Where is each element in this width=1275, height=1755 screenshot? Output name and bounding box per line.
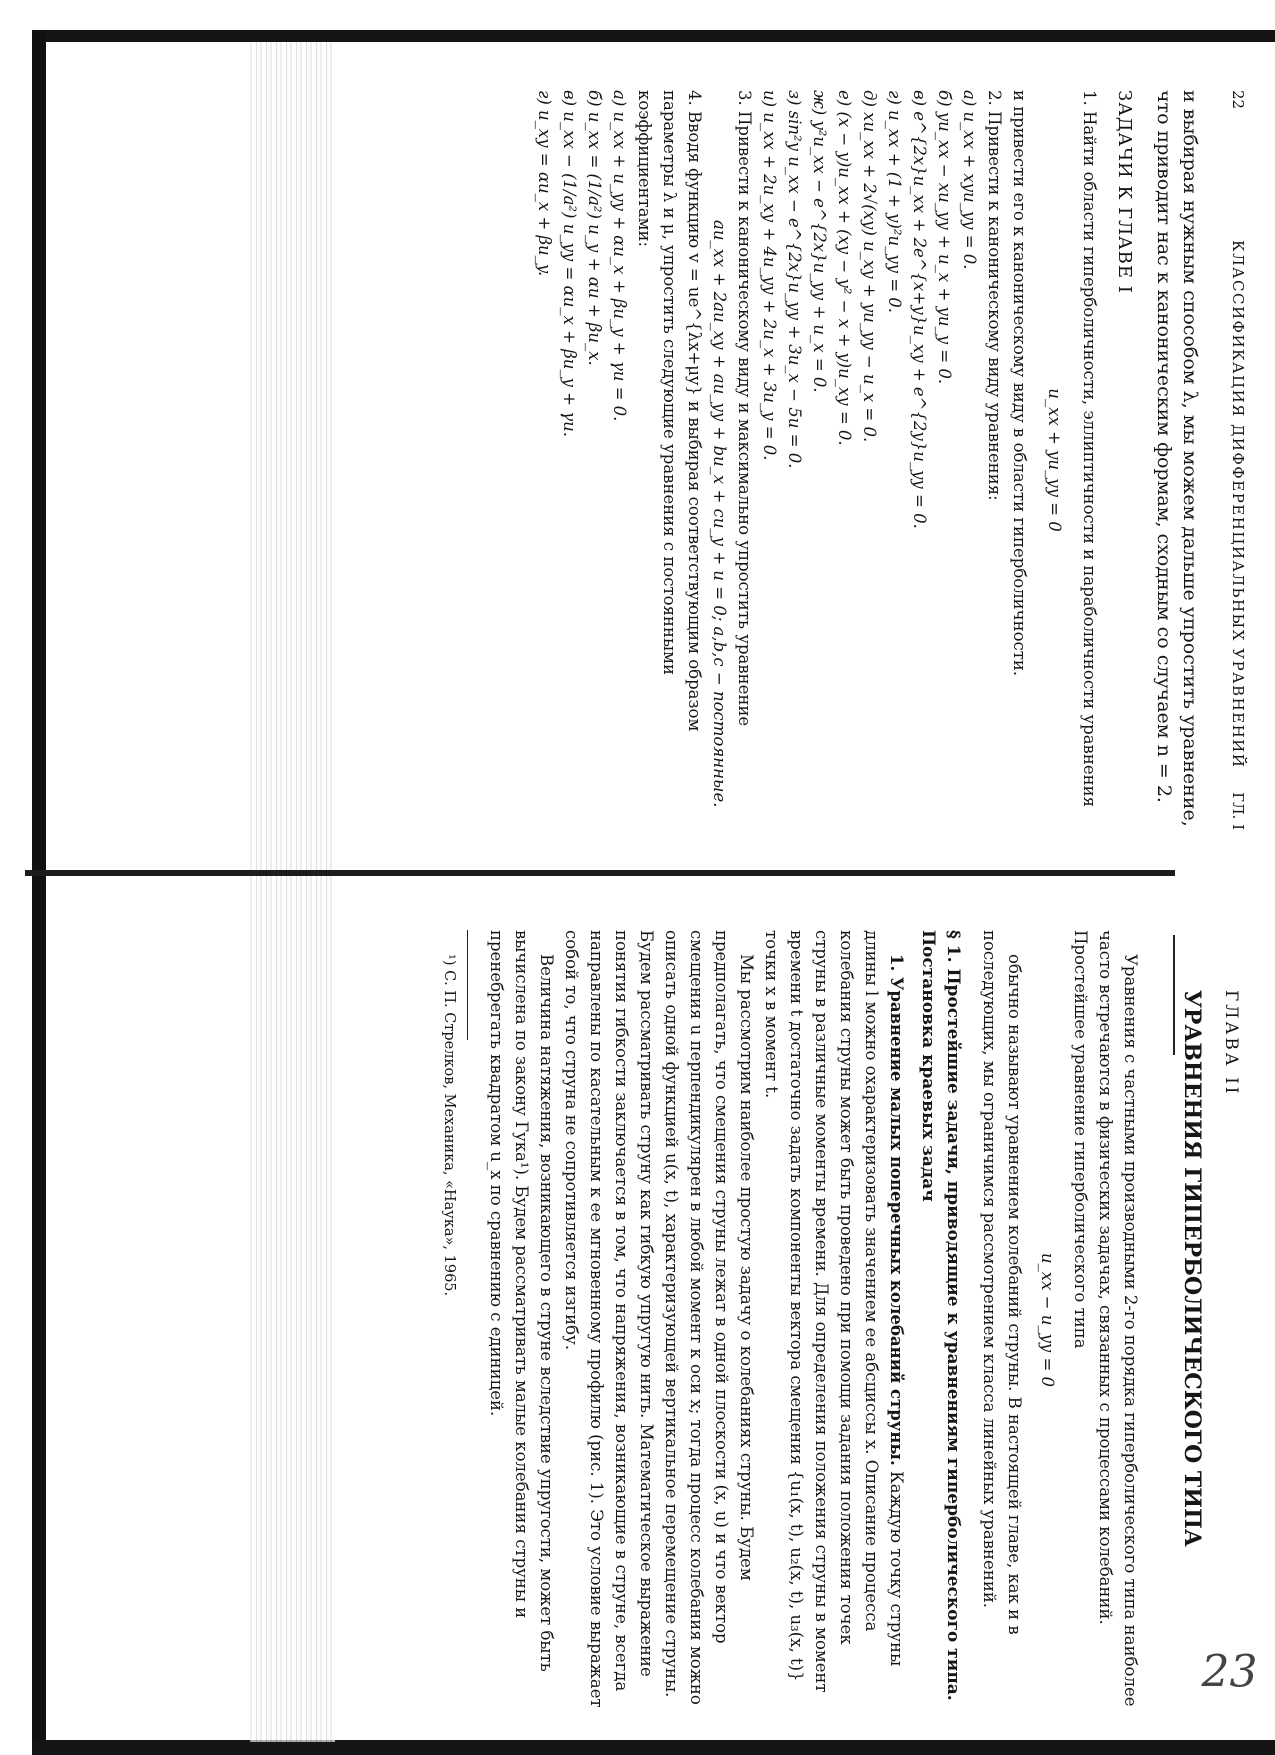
title-rule [1173,935,1175,1055]
task-4-list [532,90,632,830]
paragraph-1-text: Каждую точку струны длины l можно охарактеризовать значением ее абсциссы x. Описание процесса колебания струны может быть проведено при помощи задания положения точек струны в различные моменты времени. Для определения положения струны в момент времени t достаточно задать компоненты вектора смещения {u₁(x, t), u₂(x, t), u₃(x, t)} точки x в момент t. [762,930,906,1693]
section-title: ЗАДАЧИ К ГЛАВЕ I [1114,90,1135,294]
task-2-item: е) (x − y)u_xx + (xy − y² − x + y)u_xy = 0. [835,90,854,446]
task-2-list [757,90,982,830]
task-2-item: в) e^{2x}u_xx + 2e^{x+y}u_xy + e^{2y}u_yy = 0. [910,90,929,529]
right-page [25,920,1265,1720]
intro-paragraph: Уравнения с частными производными 2-го порядка гиперболического типа наиболее часто встречаются в физических задачах, связанных с процессами колебаний. Простейшее уравнение гиперболического типа [1071,930,1140,1707]
paragraph-2: Мы рассмотрим наиболее простую задачу о колебаниях струны. Будем предполагать, что смещения струны лежат в одной плоскости (x, u) и что вектор смещения u перпендикулярен в любой момент к оси x; тогда процесс колебания можно описать одной функцией u(x, t), характеризующей вертикальное перемещение струны. Будем рассматривать струну как гибкую упругую нить. Математическое выражение понятия гибкости заключается в том, что напряжения, возникающие в струне, всегда направлены по касательным к ее мгновенному профилю (рис. 1). Это условие выражает собой то, что струна не сопротивляется изгибу. [562,930,756,1708]
chapter-tag: ГЛ. I [1229,792,1247,830]
left-page-body [532,90,1203,830]
subsection-title: 1. Уравнение малых поперечных колебаний струны. [887,954,906,1466]
scan-margin [0,0,1275,34]
footnote-rule [467,930,468,1040]
chapter-title: УРАВНЕНИЯ ГИПЕРБОЛИЧЕСКОГО ТИПА [1179,990,1205,1547]
task-1-tail: и привести его к каноническому виду в области гиперболичности. [1010,90,1029,677]
task-1-equation: u_xx + yu_yy = 0 [1045,388,1064,532]
task-3-equation: au_xx + 2au_xy + au_yy + bu_x + cu_y + u = 0; a,b,c − постоянные. [710,220,729,808]
task-4-item: б) u_xx = (1/a²) u_y + αu + βu_x. [585,90,604,366]
task-2-text: 2. Привести к каноническому виду уравнения: [985,90,1004,501]
task-2-item: б) yu_xx − xu_yy + u_x + yu_y = 0. [935,90,954,385]
page-gutter [25,870,1175,876]
page-number: 22 [1229,90,1247,110]
task-4-item: а) u_xx + u_yy + αu_x + βu_y + γu = 0. [610,90,629,422]
intro-text: и выбирая нужным способом λ, мы можем дальше упростить уравнение, что приводит нас к каноническим формам, сходным со случаем n = 2. [1153,90,1201,827]
chapter-label: ГЛАВА II [1221,990,1241,1097]
page-header [1217,90,1247,830]
right-page-body [436,930,1243,1710]
running-title: КЛАССИФИКАЦИЯ ДИФФЕРЕНЦИАЛЬНЫХ УРАВНЕНИЙ [1229,240,1247,769]
task-2-item: и) u_xx + 2u_xy + 4u_yy + 2u_x + 3u_y = 0. [760,90,779,461]
task-3-text: 3. Привести к каноническому виду и максимально упростить уравнение [735,90,754,727]
task-2-item: д) xu_xx + 2√(xy) u_xy + yu_yy − u_x = 0. [860,90,879,443]
paragraph-3: Величина натяжения, возникающего в струне вследствие упругости, может быть вычислена по закону Гука¹). Будем рассматривать малые колебания струны и пренебрегать квадратом u_x по сравнению с единицей. [487,930,556,1672]
main-equation: u_xx − u_yy = 0 [1038,1252,1057,1388]
rotated-book-spread [25,40,1265,1740]
task-2-item: з) sin²y u_xx − e^{2x}u_yy + 3u_x − 5u = 0. [785,90,804,469]
task-2-item: ж) y²u_xx − e^{2x}u_yy + u_x = 0. [810,90,829,393]
handwritten-page-number: 23 [1201,1646,1258,1698]
section-heading: § 1. Простейшие задачи, приводящие к уравнениям гиперболического типа. Постановка краевых задач [918,930,963,1701]
paragraph-1 [759,930,909,1710]
left-page [25,70,1265,850]
after-equation-paragraph: обычно называют уравнением колебаний струны. В настоящей главе, как и в последующих, мы ограничимся рассмотрением класса линейных уравнений. [980,930,1024,1635]
task-2-item: а) u_xx + xyu_yy = 0. [960,90,979,270]
task-4-item: г) u_xy = αu_x + βu_y. [535,90,554,277]
task-2-item: г) u_xx + (1 + y)²u_yy = 0. [885,90,904,314]
task-1-text: 1. Найти области гиперболичности, эллиптичности и параболичности уравнения [1080,90,1099,808]
footnote: ¹) С. П. Стрелков, Механика, «Наука», 1965. [441,954,457,1297]
task-4-item: в) u_xx − (1/a²) u_yy = αu_x + βu_y + γu. [560,90,579,437]
scan-shadow-bottom [32,1740,1275,1755]
task-4-text: 4. Вводя функцию v = ue^{λx+μy} и выбирая соответствующим образом параметры λ и μ, упростить следующие уравнения с постоянными коэффициентами: [635,90,704,732]
